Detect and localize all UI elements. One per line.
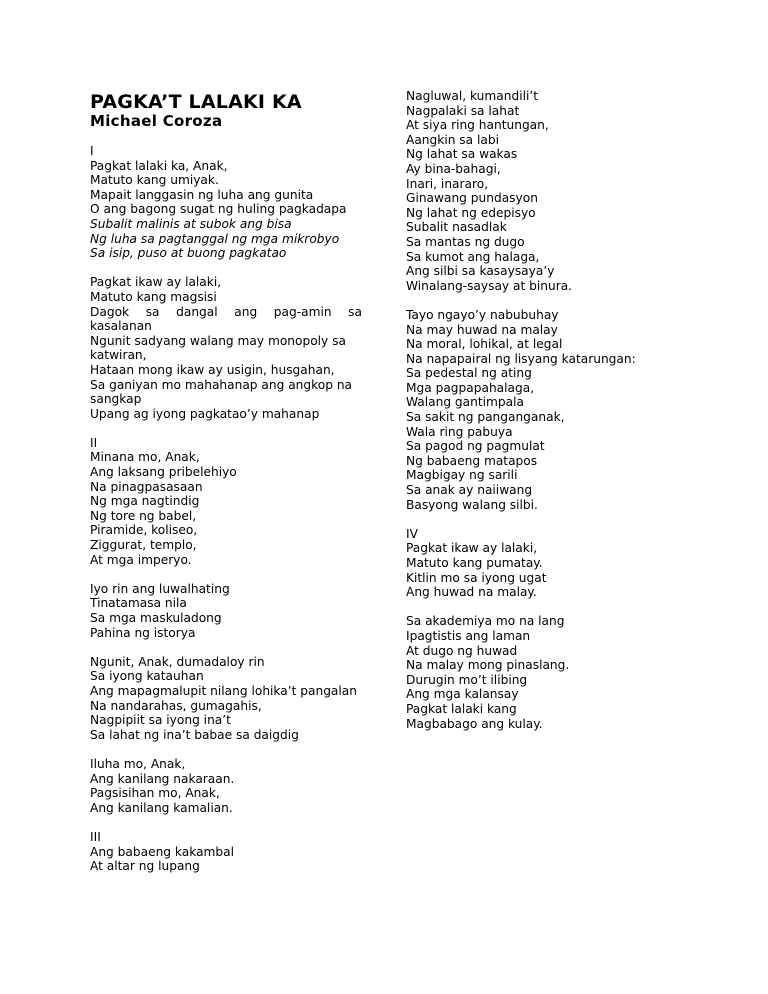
poem-line: Minana mo, Anak,	[90, 450, 200, 465]
poem-line: Inari, inararo,	[406, 176, 489, 191]
poem-line: Mapait langgasin ng luha ang gunita	[90, 187, 314, 202]
poem-line: Durugin mo’t ilibing	[406, 672, 528, 687]
stanza-break	[406, 512, 656, 527]
poem-line: Sa ganiyan mo mahahanap ang angkop na sangkap	[90, 377, 353, 407]
poem-line: Tinatamasa nila	[90, 596, 187, 611]
poem-line: Pagkat ikaw ay lalaki,	[406, 541, 538, 556]
poem-line: Ang kanilang kamalian.	[90, 800, 233, 815]
poem-line: Pahina ng istorya	[90, 625, 196, 640]
poem-line: I	[90, 144, 94, 158]
poem-line: Ang babaeng kakambal	[90, 844, 235, 859]
poem-line: Sa kumot ang halaga,	[406, 249, 540, 264]
poem-line: Magbigay ng sarili	[406, 468, 518, 483]
poem-line: Wala ring pabuya	[406, 424, 513, 439]
poem-line: Aangkin sa labi	[406, 132, 499, 147]
poem-line: Sa isip, puso at buong pagkatao	[90, 246, 287, 261]
poem-title: PAGKA’T LALAKI KA	[90, 91, 302, 113]
poem-line: Sa akademiya mo na lang	[406, 614, 565, 629]
poem-line: At altar ng lupang	[90, 859, 200, 874]
poem-line: Pagkat lalaki kang	[406, 701, 517, 716]
poem-line: Ang mga kalansay	[406, 687, 519, 702]
poem-line: Ang huwad na malay.	[406, 585, 537, 600]
poem-line: Pagkat ikaw ay lalaki,	[90, 275, 222, 290]
stanza-break	[90, 742, 362, 757]
poem-line: Ipagtistis ang laman	[406, 628, 531, 643]
stanza-break	[90, 261, 362, 276]
poem-line: Walang gantimpala	[406, 395, 524, 410]
poem-line: Ng mga nagtindig	[90, 494, 200, 509]
poem-line: Sa anak ay naiiwang	[406, 483, 533, 498]
poem-line: Ngunit, Anak, dumadaloy rin	[90, 654, 265, 669]
poem-line: Hataan mong ikaw ay usigin, husgahan,	[90, 362, 335, 377]
poem-line: IV	[406, 526, 418, 541]
poem-line: Ang silbi sa kasaysaya’y	[406, 264, 555, 279]
poem-line: Ng tore ng babel,	[90, 508, 197, 523]
poem-line: Sa mga maskuladong	[90, 611, 222, 625]
poem-line: Sa mantas ng dugo	[406, 234, 525, 249]
poem-line: At mga imperyo.	[90, 552, 192, 567]
stanza-break	[90, 567, 362, 582]
poem-line: Sa pedestal ng ating	[406, 366, 532, 381]
poem-author: Michael Coroza	[90, 112, 223, 130]
poem-line: At dugo ng huwad	[406, 643, 518, 658]
poem-line: Ay bina-bahagi,	[406, 161, 501, 176]
poem-line: Na may huwad na malay	[406, 322, 558, 337]
poem-line: Pagsisihan mo, Anak,	[90, 786, 220, 801]
poem-line: Kitlin mo sa iyong ugat	[406, 570, 547, 585]
poem-line: Ng lahat ng edepisyo	[406, 205, 536, 220]
poem-line: Piramide, koliseo,	[90, 523, 198, 538]
poem-line: Basyong walang silbi.	[406, 497, 538, 512]
poem-line: Subalit malinis at subok ang bisa	[90, 216, 292, 231]
poem-line: Ang mapagmalupit nilang lohika’t pangalan	[90, 683, 357, 698]
poem-column-right	[406, 89, 656, 731]
poem-line: Ang kanilang nakaraan.	[90, 771, 235, 786]
stanza-break	[90, 815, 362, 830]
poem-line: Matuto kang magsisi	[90, 289, 217, 304]
poem-line: Ang laksang pribelehiyo	[90, 465, 237, 480]
poem-line: At siya ring hantungan,	[406, 118, 549, 133]
poem-line: Iluha mo, Anak,	[90, 756, 186, 771]
poem-line: Na malay mong pinaslang.	[406, 658, 570, 673]
stanza-break	[406, 600, 656, 615]
poem-line: III	[90, 829, 101, 844]
poem-line: Na napapairal ng lisyang katarungan:	[406, 351, 636, 366]
poem-line: Sa pagod ng pagmulat	[406, 439, 545, 454]
poem-line: II	[90, 435, 98, 450]
poem-line: Ng luha sa pagtanggal ng mga mikrobyo	[90, 231, 340, 246]
poem-line: Matuto kang pumatay.	[406, 556, 543, 570]
poem-line: Na moral, lohikal, at legal	[406, 337, 563, 352]
poem-line: Mga pagpapahalaga,	[406, 380, 535, 395]
poem-line: Ziggurat, templo,	[90, 538, 197, 553]
poem-line: Nagpalaki sa lahat	[406, 103, 520, 118]
poem-line: Ngunit sadyang walang may monopoly sa katwiran,	[90, 333, 346, 363]
poem-line: Ng lahat sa wakas	[406, 147, 518, 162]
stanza-break	[90, 421, 362, 436]
poem-line: O ang bagong sugat ng huling pagkadapa	[90, 202, 347, 217]
poem-line: Ginawang pundasyon	[406, 191, 538, 206]
poem-line: Iyo rin ang luwalhating	[90, 581, 230, 596]
poem-line: Sa sakit ng panganganak,	[406, 410, 565, 425]
poem-line: Tayo ngayo’y nabubuhay	[406, 307, 559, 322]
poem-line: Pagkat lalaki ka, Anak,	[90, 158, 228, 173]
poem-line: Sa lahat ng ina’t babae sa daigdig	[90, 727, 299, 742]
poem-line: Na pinagpasasaan	[90, 479, 203, 494]
stanza-break	[90, 640, 362, 655]
poem-line: Magbabago ang kulay.	[406, 716, 543, 731]
poem-column-left	[90, 144, 362, 874]
poem-line: Sa iyong katauhan	[90, 669, 204, 684]
poem-line: Upang ag iyong pagkatao’y mahanap	[90, 406, 320, 421]
poem-line: Nagpipiit sa iyong ina’t	[90, 713, 231, 728]
poem-line: Matuto kang umiyak.	[90, 173, 219, 188]
stanza-break	[406, 293, 656, 308]
poem-line: Na nandarahas, gumagahis,	[90, 698, 262, 713]
poem-line: Winalang-saysay at binura.	[406, 278, 573, 293]
poem-line: Subalit nasadlak	[406, 220, 507, 235]
poem-line: Dagok sa dangal ang pag-amin sa kasalanan	[90, 304, 362, 334]
poem-line: Nagluwal, kumandili’t	[406, 89, 539, 103]
poem-line: Ng babaeng matapos	[406, 453, 538, 468]
